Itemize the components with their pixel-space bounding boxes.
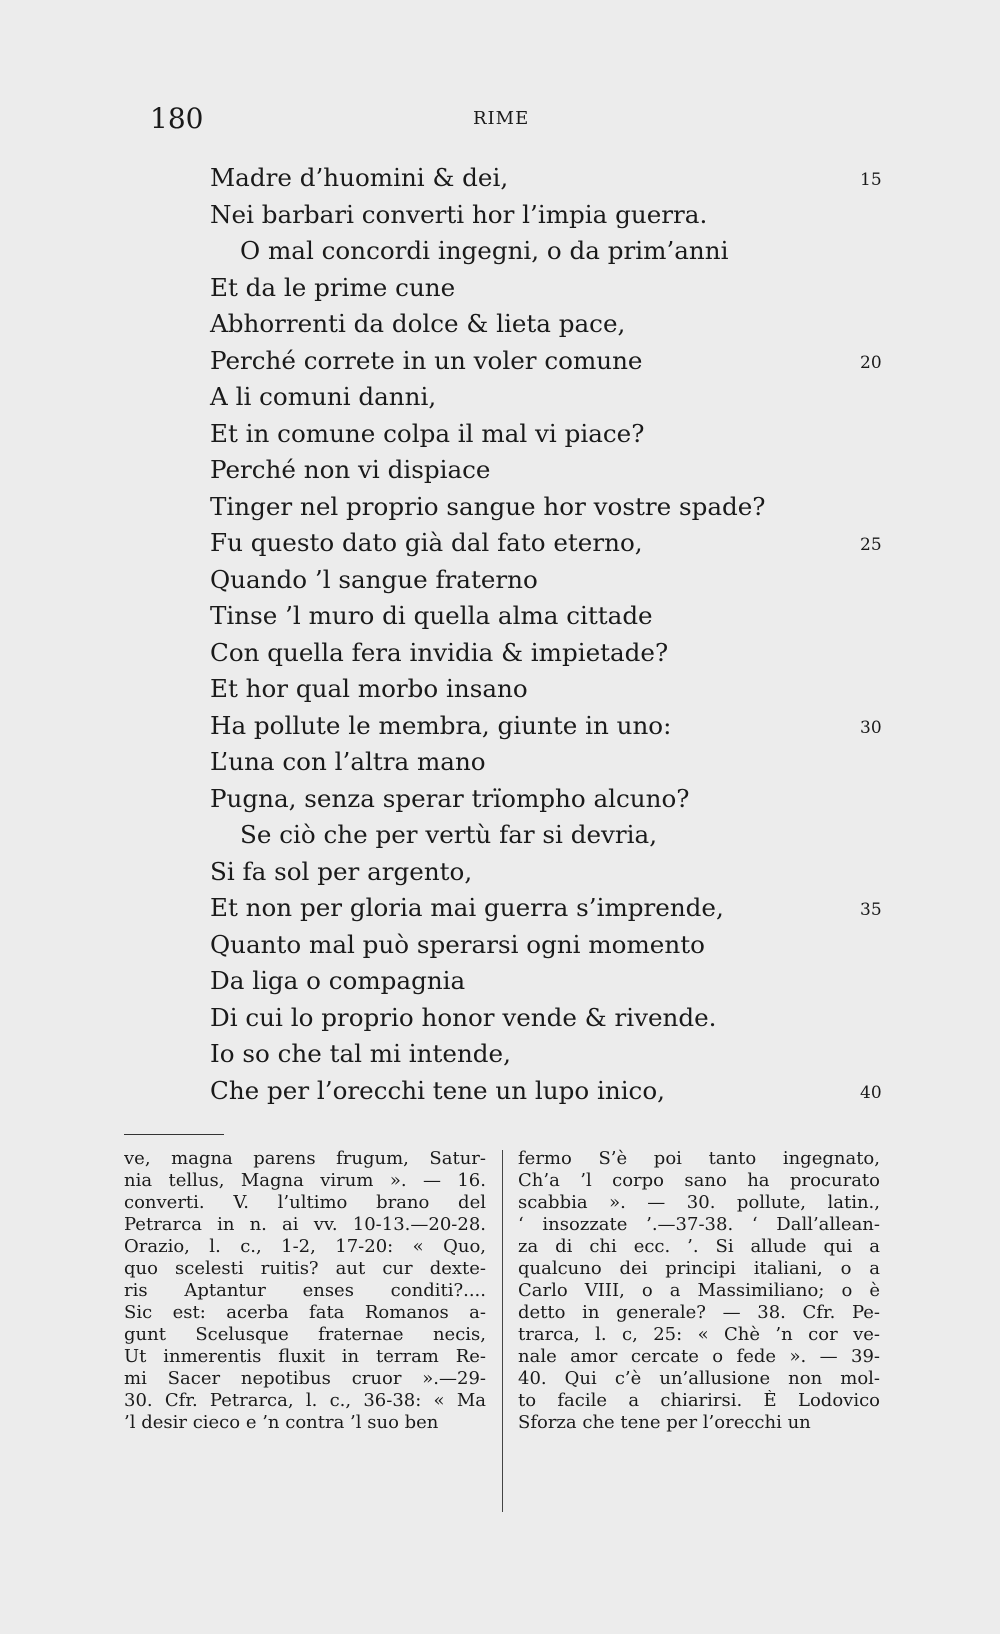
verse-line	[210, 598, 900, 635]
verse-text: Quanto mal può sperarsi ogni momento	[210, 929, 705, 959]
footnote-line: to facile a chiarirsi. È Lodovico	[518, 1390, 880, 1411]
verse-text: Perché non vi dispiace	[210, 455, 491, 484]
verse-text: Perché correte in un voler comune	[210, 345, 643, 375]
line-number: 35	[860, 900, 882, 920]
footnote-line: quo scelesti ruitis? aut cur dexte-	[124, 1258, 486, 1279]
verse-line	[210, 379, 900, 416]
verse-text: Tinse ’l muro di quella alma cittade	[210, 601, 653, 630]
footnote-line: Petrarca in n. ai vv. 10-13.—20-28.	[124, 1214, 486, 1235]
verse-line	[210, 1000, 900, 1037]
footnote-line: Sforza che tene per l’orecchi un	[518, 1412, 811, 1433]
verse-line	[210, 197, 900, 234]
verse-line	[210, 416, 900, 453]
verse-line	[210, 744, 900, 781]
verse-text: Con quella fera invidia & impietade?	[210, 637, 669, 667]
verse-text: Madre d’huomini & dei,	[210, 163, 509, 192]
verse-text: Ha pollute le membra, giunte in uno:	[210, 710, 672, 740]
verse-text: Tinger nel proprio sangue hor vostre spade?	[210, 491, 766, 521]
footnote-line: Ut inmerentis fluxit in terram Re-	[124, 1346, 486, 1367]
line-number: 30	[860, 717, 882, 738]
line-number: 15	[860, 170, 882, 190]
verse-line	[210, 452, 900, 489]
verse-text: Fu questo dato già dal fato eterno,	[210, 528, 643, 557]
verse-line	[210, 781, 900, 818]
verse-text: Pugna, senza sperar trïompho alcuno?	[210, 783, 690, 813]
verse-line	[210, 489, 900, 526]
footnote-rule	[124, 1134, 224, 1135]
line-number: 25	[860, 535, 882, 555]
footnote-line: za di chi ecc. ’. Si allude qui a	[518, 1236, 880, 1257]
footnote-line: converti. V. l’ultimo brano del	[124, 1192, 486, 1213]
verse-text: Io so che tal mi intende,	[210, 1039, 511, 1068]
verse-line	[210, 1073, 900, 1110]
footnote-line: Ch’a ’l corpo sano ha procurato	[518, 1170, 880, 1191]
footnote-line: 30. Cfr. Petrarca, l. c., 36-38: « Ma	[124, 1390, 486, 1411]
verse-line	[210, 160, 900, 197]
verse-line	[210, 343, 900, 380]
verse-line	[210, 1036, 900, 1073]
verse-line	[210, 927, 900, 964]
verse-text: Quando ’l sangue fraterno	[210, 564, 538, 594]
footnote-line: mi Sacer nepotibus cruor ».—29-	[124, 1368, 486, 1389]
verse-text: Abhorrenti da dolce & lieta pace,	[210, 309, 626, 338]
verse-line	[210, 525, 900, 562]
verse-text: Et hor qual morbo insano	[210, 674, 528, 703]
footnote-line: ‘ insozzate ’.—37-38. ‘ Dall’allean-	[518, 1214, 880, 1235]
verse-line	[210, 817, 900, 854]
verse-text: Se ciò che per vertù far si devria,	[240, 820, 658, 849]
page-header	[150, 104, 530, 134]
footnote-line: Orazio, l. c., 1-2, 17-20: « Quo,	[124, 1236, 486, 1257]
verse-line	[210, 708, 900, 745]
footnote-line: Sic est: acerba fata Romanos a-	[124, 1302, 486, 1323]
verse-line	[210, 890, 900, 927]
footnote-column-right	[518, 1148, 880, 1434]
footnote-line: 40. Qui c’è un’allusione non mol-	[518, 1368, 880, 1389]
verse-line	[210, 635, 900, 672]
verse-text: Di cui lo proprio honor vende & rivende.	[210, 1002, 717, 1032]
verse-line	[210, 963, 900, 1000]
verse-line	[210, 306, 900, 343]
verse-text: L’una con l’altra mano	[210, 747, 486, 776]
footnote-line: detto in generale? — 38. Cfr. Pe-	[518, 1302, 880, 1323]
footnote-line: ’l desir cieco e ’n contra ’l suo ben	[124, 1412, 439, 1433]
verse-line	[210, 270, 900, 307]
footnote-line: gunt Scelusque fraternae necis,	[124, 1324, 486, 1345]
footnote-line: trarca, l. c, 25: « Chè ’n cor ve-	[518, 1324, 880, 1345]
verse-text: Et in comune colpa il mal vi piace?	[210, 418, 645, 448]
footnote-line: scabbia ». — 30. pollute, latin.,	[518, 1192, 880, 1213]
verse-line	[210, 854, 900, 891]
line-number: 40	[860, 1082, 882, 1103]
page-number: 180	[150, 102, 204, 135]
verse-text: Nei barbari converti hor l’impia guerra.	[210, 199, 708, 229]
footnote-line: fermo S’è poi tanto ingegnato,	[518, 1148, 880, 1169]
footnote-line: nia tellus, Magna virum ». — 16.	[124, 1170, 486, 1191]
verse-line	[210, 233, 900, 270]
verse-line	[210, 562, 900, 599]
footnote-line: ve, magna parens frugum, Satur-	[124, 1148, 486, 1169]
verse-text: O mal concordi ingegni, o da prim’anni	[240, 236, 729, 265]
poem-verses	[210, 160, 900, 1109]
verse-text: Da liga o compagnia	[210, 966, 466, 995]
verse-line	[210, 671, 900, 708]
verse-text: Che per l’orecchi tene un lupo inico,	[210, 1075, 665, 1105]
footnotes	[124, 1148, 884, 1518]
verse-text: A li comuni danni,	[210, 382, 437, 411]
column-divider	[502, 1150, 503, 1512]
footnote-line: Carlo VIII, o a Massimiliano; o è	[518, 1280, 880, 1301]
verse-text: Si fa sol per argento,	[210, 856, 473, 886]
verse-text: Et non per gloria mai guerra s’imprende,	[210, 893, 724, 922]
running-head: RIME	[473, 108, 530, 129]
footnote-column-left	[124, 1148, 486, 1434]
verse-text: Et da le prime cune	[210, 272, 456, 302]
footnote-line: ris Aptantur enses conditi?....	[124, 1280, 486, 1301]
line-number: 20	[860, 352, 882, 373]
footnote-line: nale amor cercate o fede ». — 39-	[518, 1346, 880, 1367]
footnote-line: qualcuno dei principi italiani, o a	[518, 1258, 880, 1279]
